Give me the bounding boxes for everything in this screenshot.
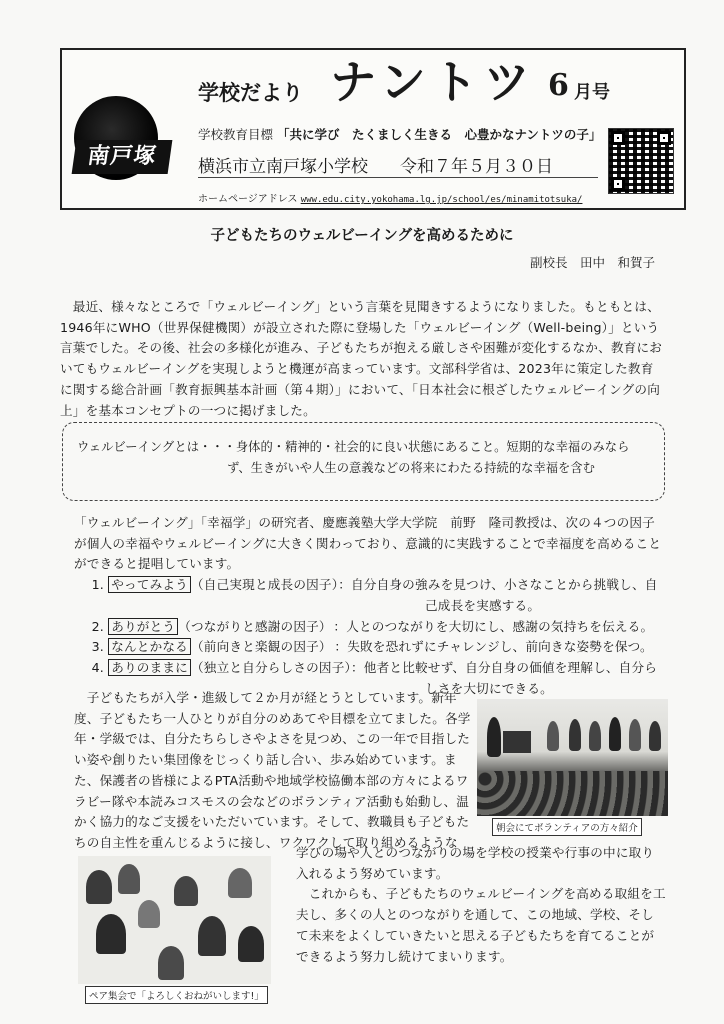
factor-description: ：失敗を恐れずにチャレンジし、前向きな姿勢を保つ。 xyxy=(334,639,653,655)
factor-name: やってみよう xyxy=(108,576,191,593)
factor-item xyxy=(88,637,664,658)
article-author: 副校長 田中 和賀子 xyxy=(530,255,656,270)
homepage-label: ホームページアドレス xyxy=(198,194,298,205)
photo-person xyxy=(589,721,601,751)
factor-description: ：自分自身の強みを見つけ、小さなことから挑戦し、自 xyxy=(338,577,658,593)
homepage-url[interactable]: www.edu.city.yokohama.lg.jp/school/es/minamitotsuka/ xyxy=(300,195,583,205)
newsletter-name: ナントツ xyxy=(330,55,536,109)
photo-person xyxy=(158,946,184,980)
article-title: 子どもたちのウェルビーイングを高めるために xyxy=(210,228,514,244)
factor-name: ありがとう xyxy=(108,618,178,635)
qr-finder-pattern xyxy=(611,177,625,191)
definition-line: ウェルビーイングとは・・・身体的・精神的・社会的に良い状態にあること。短期的な幸福のみなら xyxy=(77,440,630,454)
factor-type: （独立と自分らしさの因子） xyxy=(190,659,352,675)
paragraph-intro: 最近、様々なところで「ウェルビーイング」という言葉を見聞きするようになりました。もともとは、1946年にWHO（世界保健機関）が設立された際に登場した「ウェルビーイング（Well-being）」という言葉でした。その後、社会の多様化が進み、子どもたちが抱える厳しさや困難が変化するなか、教育においてもウェルビーイングを実現しようと機運が高まっています。文部科学省は、2023年に策定した教育に関する総合計画「教育振興基本計画（第４期）」において、「日本社会に根ざしたウェルビーイングの向上」を基本コンセプトの一つに掲げました。 xyxy=(60,299,663,418)
photo-caption: ペア集会で「よろしくおねがいします!」 xyxy=(85,986,268,1004)
definition-line: ず、生きがいや人生の意義などの将来にわたる持続的な幸福を含む xyxy=(227,461,595,475)
school-name: 横浜市立南戸塚小学校 xyxy=(198,157,368,177)
photo-audience xyxy=(477,771,668,816)
factor-description-cont: しさを大切にできる。 xyxy=(425,680,553,696)
factor-description: ：人とのつながりを大切にし、感謝の気持ちを伝える。 xyxy=(333,618,654,634)
factor-type: （自己実現と成長の因子） xyxy=(190,577,339,593)
factor-list xyxy=(74,575,664,699)
photo-person xyxy=(138,900,160,928)
factor-name: なんとかなる xyxy=(108,638,191,655)
paragraph-school-life: 子どもたちが入学・進級して２か月が経とうとしています。新年度、子どもたち一人ひとりが自分のめあてや目標を立てました。各学年・学級では、自分たちらしさやよさを見つめ、この一年で目指したい姿や創りたい集団像をじっくり話し合い、歩み始めています。また、保護者の皆様によるPTA活動や地域学校協働本部の方々によるワラビー隊や本読みコスモスの会などのボランティア活動も始動し、温かく協力的なご支援をいただいています。そして、教職員も子どもたちの自主性を重んじるように接し、ワクワクして取り組めるような xyxy=(74,690,471,850)
photo-person xyxy=(86,870,112,904)
issue-number: 6 xyxy=(548,68,569,103)
factor-number: 4. xyxy=(91,659,104,675)
paragraph-closing: 学びの場や人とのつながりの場を学校の授業や行事の中に取り入れるよう努めています。 これからも、子どもたちのウェルビーイングを高める取組を工夫し、多くの人とのつながりを通して、この地域、学校、そして未来をよくしていきたいと思える子どもたちを育てることができるよう努力し続けてまいります。 xyxy=(296,845,666,964)
goal-label: 学校教育目標 xyxy=(198,127,274,142)
issue-unit: 月号 xyxy=(574,82,610,103)
photo-person xyxy=(118,864,140,894)
photo-person xyxy=(487,717,501,757)
photo-person xyxy=(629,719,641,751)
factor-type: （前向きと楽観の因子） xyxy=(190,639,326,655)
definition-box xyxy=(62,422,665,501)
factor-number: 1. xyxy=(91,577,104,593)
photo-pair-assembly xyxy=(78,856,271,984)
factors-intro-text: 「ウェルビーイング」「幸福学」の研究者、慶應義塾大学大学院 前野 隆司教授は、次の４つの因子が個人の幸福やウェルビーイングに大きく関わっており、意識的に実践することで幸福度を高めることができると提唱しています。 xyxy=(74,515,662,572)
factor-number: 2. xyxy=(91,618,104,634)
factor-item xyxy=(88,617,664,638)
photo-person xyxy=(96,914,126,954)
factor-description: ：他者と比較せず、自分自身の価値を理解し、自分ら xyxy=(351,659,658,675)
header-divider xyxy=(198,177,598,178)
photo-person xyxy=(547,721,559,751)
school-logo-text: 南戸塚 xyxy=(72,140,173,174)
photo-person xyxy=(609,717,621,751)
photo-person xyxy=(238,926,264,962)
qr-finder-pattern xyxy=(657,131,671,145)
photo-person xyxy=(174,876,198,906)
photo-person xyxy=(198,916,226,956)
factor-item xyxy=(88,575,664,616)
photo-person xyxy=(228,868,252,898)
factor-name: ありのままに xyxy=(108,659,191,676)
photo-piano xyxy=(503,731,531,753)
factor-description-cont: 己成長を実感する。 xyxy=(425,597,541,613)
photo-person xyxy=(569,719,581,751)
qr-finder-pattern xyxy=(611,131,625,145)
factor-number: 3. xyxy=(91,639,104,655)
issue-date: 令和７年５月３０日 xyxy=(400,157,553,177)
newsletter-label: 学校だより xyxy=(198,81,303,105)
goal-text: 「共に学び たくましく生きる 心豊かなナントツの子」 xyxy=(277,127,602,142)
factor-type: （つながりと感謝の因子） xyxy=(178,618,326,634)
photo-morning-assembly xyxy=(477,699,668,816)
school-goal xyxy=(198,125,601,143)
qr-code xyxy=(608,128,674,194)
photo-caption: 朝会にてボランティアの方々紹介 xyxy=(492,818,642,836)
photo-person xyxy=(649,721,661,751)
homepage-address xyxy=(198,190,582,205)
paragraph-factors-intro xyxy=(74,513,664,699)
